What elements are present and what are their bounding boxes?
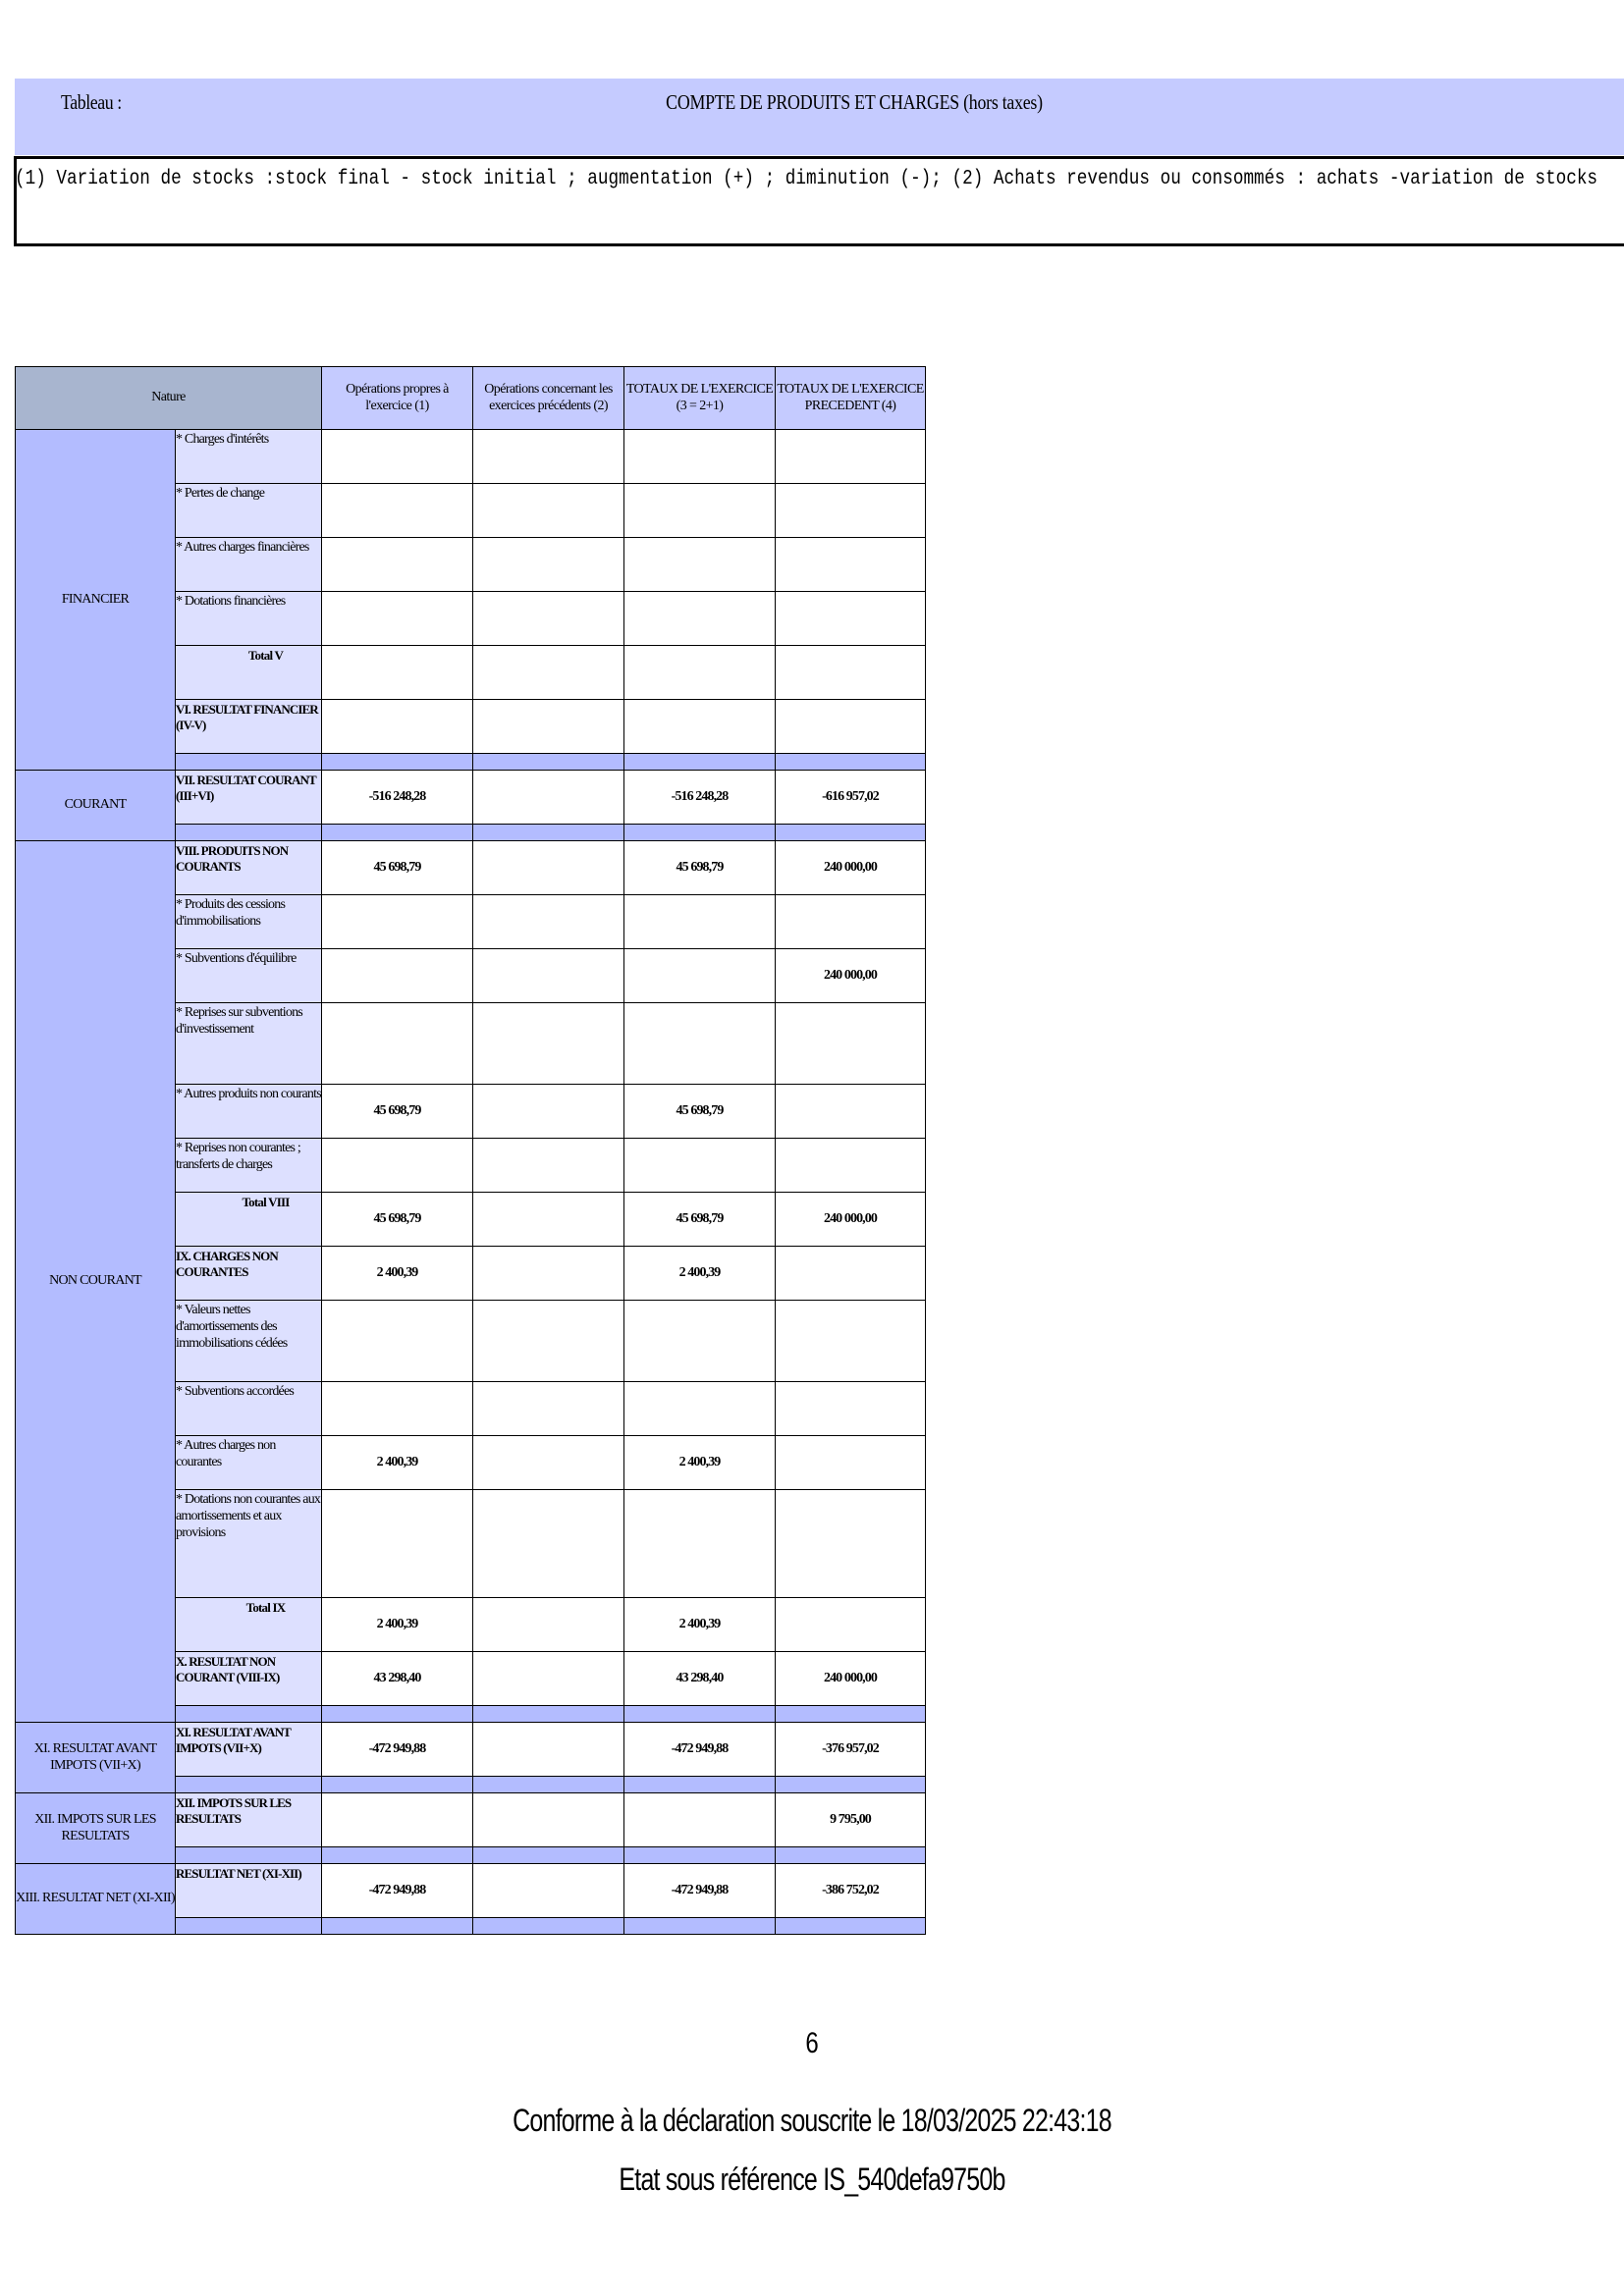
cell-c4: 240 000,00 — [776, 949, 926, 1003]
cell-c4: 9 795,00 — [776, 1793, 926, 1847]
cell-c2 — [473, 1301, 624, 1382]
cell-c3 — [624, 1301, 776, 1382]
section-xi: XI. RESULTAT AVANT IMPOTS (VII+X) — [16, 1723, 176, 1793]
cell-c1 — [322, 646, 473, 700]
cell-c3: -472 949,88 — [624, 1723, 776, 1777]
cell-c2 — [473, 646, 624, 700]
section-financier: FINANCIER — [16, 430, 176, 771]
row-label: Total V — [176, 646, 322, 700]
cell-c2 — [473, 430, 624, 484]
cell-c1 — [322, 1301, 473, 1382]
cell-c2 — [473, 1003, 624, 1085]
header-col1: Opérations propres à l'exercice (1) — [322, 367, 473, 430]
cell-c2 — [473, 1793, 624, 1847]
cell-c3 — [624, 592, 776, 646]
cell-c1 — [322, 1139, 473, 1193]
cell-c1: 2 400,39 — [322, 1247, 473, 1301]
row-label: VII. RESULTAT COURANT (III+VI) — [176, 771, 322, 825]
cell-c4: -386 752,02 — [776, 1864, 926, 1918]
cell-c3: 45 698,79 — [624, 841, 776, 895]
cell-c4 — [776, 1085, 926, 1139]
row-label: * Reprises non courantes ; transferts de charges — [176, 1139, 322, 1193]
cell-c1 — [322, 949, 473, 1003]
cell-c4 — [776, 1139, 926, 1193]
cell-c2 — [473, 1652, 624, 1706]
cell-c2 — [473, 592, 624, 646]
cell-c1: 45 698,79 — [322, 1085, 473, 1139]
row-label: * Reprises sur subventions d'investissement — [176, 1003, 322, 1085]
cell-c3: 2 400,39 — [624, 1247, 776, 1301]
cell-c3 — [624, 1490, 776, 1598]
row-label: * Autres produits non courants — [176, 1085, 322, 1139]
cell-c1 — [322, 430, 473, 484]
cell-c3: 45 698,79 — [624, 1193, 776, 1247]
row-label: * Dotations non courantes aux amortissements et aux provisions — [176, 1490, 322, 1598]
row-label: XI. RESULTAT AVANT IMPOTS (VII+X) — [176, 1723, 322, 1777]
header-col2: Opérations concernant les exercices précédents (2) — [473, 367, 624, 430]
cell-c1 — [322, 484, 473, 538]
cell-c3 — [624, 430, 776, 484]
cell-c3 — [624, 1139, 776, 1193]
cell-c2 — [473, 895, 624, 949]
cell-c3 — [624, 895, 776, 949]
cell-c2 — [473, 1085, 624, 1139]
cell-c4 — [776, 592, 926, 646]
row-label: * Charges d'intérêts — [176, 430, 322, 484]
row-label: * Subventions accordées — [176, 1382, 322, 1436]
cell-c4 — [776, 646, 926, 700]
cell-c1: -472 949,88 — [322, 1723, 473, 1777]
row-label: XII. IMPOTS SUR LES RESULTATS — [176, 1793, 322, 1847]
reference-statement: Etat sous référence IS_540defa9750b — [619, 2162, 1005, 2197]
cell-c4 — [776, 895, 926, 949]
cell-c1 — [322, 895, 473, 949]
cell-c2 — [473, 1193, 624, 1247]
cell-c4 — [776, 484, 926, 538]
cell-c2 — [473, 1864, 624, 1918]
cell-c1 — [322, 592, 473, 646]
row-label: * Subventions d'équilibre — [176, 949, 322, 1003]
page-title: COMPTE DE PRODUITS ET CHARGES (hors taxes) — [666, 90, 1043, 114]
cell-c4 — [776, 430, 926, 484]
row-label: * Autres charges financières — [176, 538, 322, 592]
cell-c1: 2 400,39 — [322, 1436, 473, 1490]
cell-c2 — [473, 841, 624, 895]
cell-c2 — [473, 1490, 624, 1598]
row-label: RESULTAT NET (XI-XII) — [176, 1864, 322, 1918]
cell-c3: 2 400,39 — [624, 1598, 776, 1652]
cell-c3: 45 698,79 — [624, 1085, 776, 1139]
table-row — [16, 430, 926, 484]
cell-c4 — [776, 1382, 926, 1436]
cell-c1: 2 400,39 — [322, 1598, 473, 1652]
cell-c3 — [624, 1003, 776, 1085]
cell-c3 — [624, 700, 776, 754]
note-text: (1) Variation de stocks :stock final - stock initial ; augmentation (+) ; diminution (-); (2) Achats revendus ou consommés : achats -variation de stocks — [15, 167, 1598, 190]
conformity-statement: Conforme à la déclaration souscrite le 18/03/2025 22:43:18 — [513, 2103, 1111, 2138]
cell-c2 — [473, 771, 624, 825]
page-number: 6 — [805, 2027, 819, 2059]
cell-c4: -376 957,02 — [776, 1723, 926, 1777]
cell-c2 — [473, 949, 624, 1003]
cell-c4 — [776, 1301, 926, 1382]
cell-c3: 43 298,40 — [624, 1652, 776, 1706]
cell-c2 — [473, 1247, 624, 1301]
row-label: * Valeurs nettes d'amortissements des immobilisations cédées — [176, 1301, 322, 1382]
row-label: VIII. PRODUITS NON COURANTS — [176, 841, 322, 895]
row-label: X. RESULTAT NON COURANT (VIII-IX) — [176, 1652, 322, 1706]
row-label: IX. CHARGES NON COURANTES — [176, 1247, 322, 1301]
cell-c2 — [473, 1598, 624, 1652]
cell-c2 — [473, 1436, 624, 1490]
cell-c3 — [624, 484, 776, 538]
cell-c1 — [322, 700, 473, 754]
cell-c2 — [473, 538, 624, 592]
cell-c4 — [776, 1247, 926, 1301]
cell-c3 — [624, 646, 776, 700]
row-label: * Autres charges non courantes — [176, 1436, 322, 1490]
cell-c2 — [473, 1723, 624, 1777]
table-row — [16, 771, 926, 825]
cell-c4 — [776, 1003, 926, 1085]
cell-c1: -516 248,28 — [322, 771, 473, 825]
cell-c2 — [473, 484, 624, 538]
cell-c4 — [776, 700, 926, 754]
cell-c1 — [322, 1003, 473, 1085]
cell-c2 — [473, 700, 624, 754]
cell-c4 — [776, 1490, 926, 1598]
section-xii: XII. IMPOTS SUR LES RESULTATS — [16, 1793, 176, 1864]
cell-c3: -516 248,28 — [624, 771, 776, 825]
cell-c1: 43 298,40 — [322, 1652, 473, 1706]
cell-c1 — [322, 1793, 473, 1847]
cell-c3 — [624, 949, 776, 1003]
row-label: VI. RESULTAT FINANCIER (IV-V) — [176, 700, 322, 754]
row-label: * Dotations financières — [176, 592, 322, 646]
table-row — [16, 1723, 926, 1777]
cell-c4 — [776, 1598, 926, 1652]
section-non-courant: NON COURANT — [16, 841, 176, 1723]
row-label: Total IX — [176, 1598, 322, 1652]
cell-c2 — [473, 1139, 624, 1193]
cell-c4: -616 957,02 — [776, 771, 926, 825]
header-col4: TOTAUX DE L'EXERCICE PRECEDENT (4) — [776, 367, 926, 430]
row-label: Total VIII — [176, 1193, 322, 1247]
section-courant: COURANT — [16, 771, 176, 841]
header-col3: TOTAUX DE L'EXERCICE (3 = 2+1) — [624, 367, 776, 430]
table-row — [16, 1864, 926, 1918]
cell-c1 — [322, 1382, 473, 1436]
cell-c4: 240 000,00 — [776, 1652, 926, 1706]
section-xiii: XIII. RESULTAT NET (XI-XII) — [16, 1864, 176, 1935]
cell-c1 — [322, 1490, 473, 1598]
cell-c1 — [322, 538, 473, 592]
tableau-label: Tableau : — [61, 90, 122, 114]
table-header-row — [16, 367, 926, 430]
cell-c1: -472 949,88 — [322, 1864, 473, 1918]
cell-c3: 2 400,39 — [624, 1436, 776, 1490]
cell-c3 — [624, 1382, 776, 1436]
cell-c4: 240 000,00 — [776, 841, 926, 895]
income-statement-table — [15, 366, 926, 1935]
row-label: * Produits des cessions d'immobilisations — [176, 895, 322, 949]
header-nature: Nature — [16, 367, 322, 430]
cell-c4 — [776, 1436, 926, 1490]
cell-c4 — [776, 538, 926, 592]
row-label: * Pertes de change — [176, 484, 322, 538]
cell-c1: 45 698,79 — [322, 1193, 473, 1247]
table-row — [16, 1793, 926, 1847]
cell-c4: 240 000,00 — [776, 1193, 926, 1247]
cell-c1: 45 698,79 — [322, 841, 473, 895]
table-row — [16, 841, 926, 895]
cell-c3: -472 949,88 — [624, 1864, 776, 1918]
cell-c2 — [473, 1382, 624, 1436]
cell-c3 — [624, 1793, 776, 1847]
cell-c3 — [624, 538, 776, 592]
